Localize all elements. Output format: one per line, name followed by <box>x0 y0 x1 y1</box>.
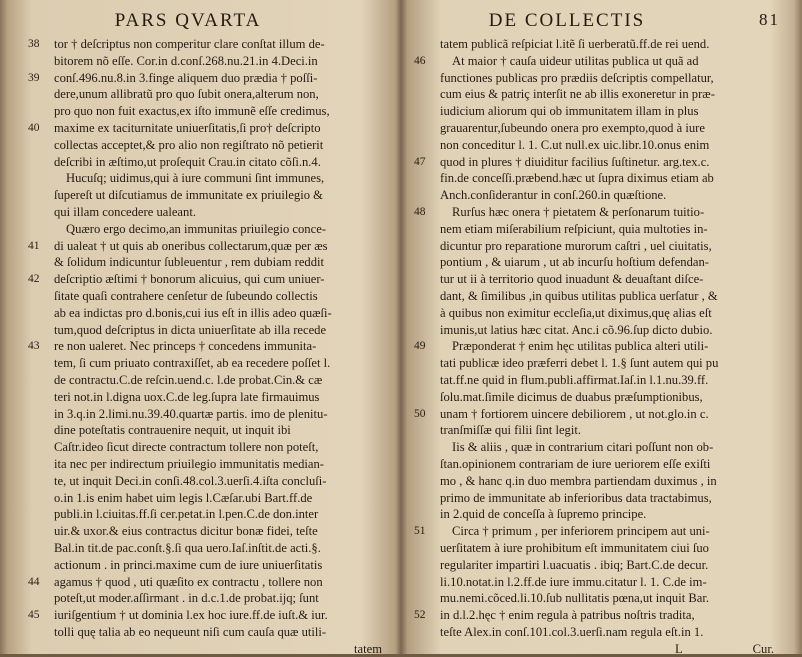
line-text: à quibus non eximitur eccleſia,ut diximus,quę alias eſt <box>440 305 712 320</box>
line-text: iuriſgentium † ut dominia l.ex hoc iure.ff.de iuſt.& iur. <box>54 608 328 623</box>
text-line <box>414 170 780 187</box>
margin-note-number <box>414 422 440 439</box>
text-line <box>28 238 388 255</box>
text-line <box>414 422 780 439</box>
text-line <box>28 456 388 473</box>
catchword: tatem <box>354 641 382 656</box>
margin-note-number <box>28 137 54 154</box>
line-text: tatem publicã reſpiciat l.itẽ ſi uerberatũ.ff.de rei uend. <box>440 37 710 51</box>
margin-note-number: 42 <box>28 273 40 286</box>
text-line <box>414 372 780 389</box>
margin-note-number <box>28 540 54 557</box>
text-line <box>28 506 388 523</box>
line-text: regulariter impartiri l.uacuatis . ibiq; Bart.C.de decur. <box>440 557 709 572</box>
text-line <box>28 154 388 171</box>
text-line <box>414 439 780 456</box>
margin-note-number <box>414 137 440 154</box>
text-line <box>28 422 388 439</box>
text-line <box>414 557 780 574</box>
margin-note-number <box>28 372 54 389</box>
line-text: & ſolidum indicuntur ſubleuentur , rem dubiam reddit <box>54 255 325 270</box>
margin-note-number <box>28 305 54 322</box>
text-line <box>414 506 780 523</box>
left-text-block <box>28 36 388 657</box>
text-line <box>28 574 388 591</box>
page-number: 81 <box>759 10 780 29</box>
line-text: ſtan.opinionem contrariam de iure ueriorem eſſe exiſti <box>440 456 711 471</box>
margin-note-number: 50 <box>414 407 426 420</box>
text-line <box>414 490 780 507</box>
margin-note-number <box>414 86 440 103</box>
text-line <box>28 86 388 103</box>
line-text: agamus † quod , uti quæſito ex contractu , tollere non <box>54 574 323 589</box>
margin-note-number <box>414 120 440 137</box>
text-line <box>414 473 780 490</box>
text-line <box>28 557 388 574</box>
margin-note-number <box>28 557 54 574</box>
margin-note-number: 44 <box>28 575 40 588</box>
text-line <box>414 406 780 423</box>
line-text: dicuntur pro reparatione murorum caſtri , uel ciuitatis, <box>440 238 712 253</box>
margin-note-number <box>28 221 54 238</box>
margin-note-number <box>414 355 440 372</box>
line-text: in 2.quid de conceſſa à ſupremo principe. <box>440 507 647 522</box>
text-line <box>28 523 388 540</box>
line-text: ſitate quaſi contrahere cenſetur de ſubeundo collectis <box>54 288 318 303</box>
text-line <box>414 70 780 87</box>
text-line <box>414 221 780 238</box>
text-line <box>414 238 780 255</box>
margin-note-number <box>414 473 440 490</box>
line-text: re non ualeret. Nec princeps † concedens immunita- <box>54 339 317 354</box>
text-line <box>414 322 780 339</box>
line-text: de contractu.C.de reſcin.uend.c. l.de probat.Cin.& cæ <box>54 372 323 387</box>
line-text: Iis & aliis , quæ in contrarium citari poſſunt non ob- <box>452 440 714 455</box>
line-text: cum eius & patriç interſit ne ab illis exoneretur in præ- <box>440 87 715 102</box>
text-line <box>28 137 388 154</box>
margin-note-number <box>28 288 54 305</box>
text-line <box>414 607 780 624</box>
line-text: dant, & ſimilibus ,in quibus utilitas publica uerſatur , & <box>440 288 718 303</box>
running-head-title: DE COLLECTIS <box>488 10 646 31</box>
line-text: non conceditur l. 1. C.ut null.ex uic.libr.10.onus enim <box>440 137 710 152</box>
margin-note-number <box>28 506 54 523</box>
line-text: dere,unum allibratũ pro quo ſubit onera,alterum non, <box>54 87 319 102</box>
margin-note-number <box>28 86 54 103</box>
line-text: in d.l.2.hęc † enim regula à patribus noſtris tradita, <box>440 608 695 623</box>
line-text: unam † fortiorem uincere debiliorem , ut not.glo.in c. <box>440 406 709 421</box>
margin-note-number <box>28 389 54 406</box>
line-text: actionum . in princi.maxime cum de iure uniuerſitatis <box>54 557 323 572</box>
text-line <box>28 473 388 490</box>
margin-spacer <box>414 641 440 657</box>
text-line <box>414 103 780 120</box>
text-line <box>28 288 388 305</box>
margin-note-number <box>414 271 440 288</box>
line-text: Hucuſq; uidimus,qui à iure communi ſint immunes, <box>66 171 325 186</box>
text-line <box>414 540 780 557</box>
line-text: ita nec per indirectum priuilegio immunitatis median- <box>54 456 324 471</box>
line-text: grauarentur,ſubeundo onera pro exempto,quod à iure <box>440 120 705 135</box>
line-text: poteſt,ut moder.aſſirmant . in d.c.1.de probat.ijq; ſunt <box>54 591 319 606</box>
margin-note-number <box>28 590 54 607</box>
margin-note-number <box>28 254 54 271</box>
margin-note-number: 51 <box>414 525 426 538</box>
text-line <box>28 322 388 339</box>
margin-note-number <box>414 590 440 607</box>
margin-note-number <box>414 305 440 322</box>
margin-spacer <box>28 641 54 657</box>
text-line <box>28 590 388 607</box>
margin-note-number <box>28 624 54 641</box>
footer-text <box>440 641 780 657</box>
margin-note-number <box>414 254 440 271</box>
line-text: teri not.in l.digna uox.C.de leg.ſupra late firmauimus <box>54 389 320 404</box>
line-text: tati publicæ ideo præferri debet l. 1.§ ſunt autem qui pu <box>440 356 719 371</box>
right-page <box>414 0 780 654</box>
margin-note-number: 40 <box>28 121 40 134</box>
line-text: deſcriptio æſtimi † bonorum alicuius, qui cum uniuer- <box>54 272 325 287</box>
line-text: publi.in l.ciuitas.ff.ſi cer.petat.in l.pen.C.de don.inter <box>54 507 319 522</box>
margin-note-number <box>414 490 440 507</box>
margin-note-number: 49 <box>414 340 426 353</box>
text-line <box>28 254 388 271</box>
text-line <box>28 624 388 641</box>
margin-note-number <box>414 221 440 238</box>
line-text: mu.nemi.cõced.li.10.ſub nullitatis pœna,ut inquit Bar. <box>440 591 709 606</box>
margin-note-number <box>28 53 54 70</box>
line-text: functiones publicas pro prædiis deſcriptis compellatur, <box>440 70 714 85</box>
line-text: tum,quod deſcriptus in dicta uniuerſitate ab illa recede <box>54 322 327 337</box>
line-text: Bal.in tit.de pac.conſt.§.ſi qua uero.Iaſ.inſtit.de acti.§. <box>54 540 321 555</box>
text-line <box>28 338 388 355</box>
text-line <box>414 590 780 607</box>
line-text: qui illam concedere ualeant. <box>54 204 196 219</box>
line-text: te, ut inquit Deci.in conſi.48.col.3.uerſi.4.iſta concluſi- <box>54 473 327 488</box>
margin-note-number <box>414 238 440 255</box>
margin-note-number: 48 <box>414 205 426 218</box>
line-text: imunis,ut latius hæc citat. Anc.i cõ.96.ſup dicto dubio. <box>440 322 713 337</box>
text-line <box>28 372 388 389</box>
text-line <box>28 53 388 70</box>
line-text: ab ea indictas pro d.bonis,cui ius eſt in illis adeo quæſi- <box>54 305 332 320</box>
text-line <box>28 271 388 288</box>
line-text: primo de immunitate ab inferioribus data tractabimus, <box>440 490 712 505</box>
running-head-right <box>414 10 780 32</box>
line-text: Circa † primum , per inferiorem principem aut uni- <box>452 524 710 539</box>
margin-note-number <box>28 490 54 507</box>
margin-note-number: 43 <box>28 340 40 353</box>
left-page <box>28 0 388 654</box>
signature-mark: L <box>674 641 683 656</box>
line-text: At maior † cauſa uideur utilitas publica ut quã ad <box>452 53 699 68</box>
line-text: ſupereſt ut diſcutiamus de immunitate ex priuilegio & <box>54 188 323 203</box>
margin-note-number <box>414 372 440 389</box>
margin-note-number <box>414 103 440 120</box>
text-line <box>28 540 388 557</box>
text-line <box>414 36 780 53</box>
text-line <box>28 221 388 238</box>
text-line <box>414 338 780 355</box>
line-text: di ualeat † ut quis ab oneribus collectarum,quæ per æs <box>54 238 328 253</box>
line-text: Quæro ergo decimo,an immunitas priuilegio conce- <box>66 221 326 236</box>
text-line <box>28 103 388 120</box>
margin-note-number <box>414 322 440 339</box>
line-text: in 3.q.in 2.limi.nu.39.40.quartæ partis. imo de plenitu- <box>54 406 328 421</box>
margin-note-number: 39 <box>28 71 40 84</box>
margin-note-number <box>28 422 54 439</box>
line-text: Anch.conſiderantur in conſ.260.in quæſtione. <box>440 188 667 203</box>
line-text: nem etiam miſerabilium reſpiciunt, quia multoties in- <box>440 221 708 236</box>
text-line <box>414 254 780 271</box>
margin-note-number <box>28 204 54 221</box>
line-text: pontium , & uiarum , ut ab incurſu hoſtium defendan- <box>440 255 709 270</box>
margin-note-number <box>414 70 440 87</box>
line-text: Caſtr.ideo ſicut directe contractum tollere non poteſt, <box>54 440 319 455</box>
margin-note-number <box>414 624 440 641</box>
line-text: bitorem nõ eſſe. Cor.in d.conſ.268.nu.21.in 4.Deci.in <box>54 53 318 68</box>
text-line <box>414 574 780 591</box>
text-line <box>414 137 780 154</box>
line-text: uerſitatem à iure prohibitum eſt immunitatem ciui ſuo <box>440 540 709 555</box>
margin-note-number <box>28 187 54 204</box>
margin-note-number <box>28 523 54 540</box>
line-text: Rurſus hæc onera † pietatem & perſonarum tuitio- <box>452 204 705 219</box>
margin-note-number <box>414 439 440 456</box>
text-line <box>414 120 780 137</box>
line-text: collectas acceptet,& pro alio non regiſtrato nõ petierit <box>54 137 324 152</box>
margin-note-number: 47 <box>414 155 426 168</box>
line-text: tranſmiſſæ qui filii ſint legit. <box>440 423 581 438</box>
text-line <box>414 389 780 406</box>
margin-note-number <box>414 574 440 591</box>
margin-note-number <box>414 288 440 305</box>
text-line <box>414 624 780 641</box>
margin-note-number <box>28 154 54 171</box>
line-text: teſte Alex.in conſ.101.col.3.uerſi.nam regula eſt.in 1. <box>440 624 704 639</box>
margin-note-number <box>414 506 440 523</box>
text-line <box>414 53 780 70</box>
line-text: maxime ex taciturnitate uniuerſitatis,ſi pro† deſcripto <box>54 120 321 135</box>
text-line <box>414 523 780 540</box>
text-line <box>28 406 388 423</box>
line-text: iudicium aliorum qui ob immunitatem illam in plus <box>440 104 699 119</box>
running-head-left <box>28 10 388 32</box>
margin-note-number <box>414 456 440 473</box>
running-head-title: PARS QVARTA <box>114 10 262 31</box>
text-line <box>28 70 388 87</box>
text-line <box>414 355 780 372</box>
text-line <box>28 36 388 53</box>
margin-note-number <box>414 540 440 557</box>
right-text-block <box>414 36 780 657</box>
line-text: Præponderat † enim hęc utilitas publica alteri utili- <box>452 339 709 354</box>
text-line <box>414 288 780 305</box>
line-text: tur ut ii à territorio quod inuadunt & deuaſtant diſce- <box>440 272 704 287</box>
line-text: fin.de conceſſi.præbend.hæc ut ſupra diximus etiam ab <box>440 171 714 186</box>
text-line <box>28 120 388 137</box>
line-text: uir.& uxor.& eius contractus dicitur bonæ fidei, teſte <box>54 524 318 539</box>
margin-note-number: 41 <box>28 239 40 252</box>
text-line <box>414 456 780 473</box>
page-footer <box>28 641 388 657</box>
text-line <box>28 355 388 372</box>
text-line <box>414 154 780 171</box>
margin-note-number: 46 <box>414 54 426 67</box>
line-text: tor † deſcriptus non comperitur clare conſtat illum de- <box>54 37 325 51</box>
line-text: ſolu.mat.ſimile dicimus de duabus præſumptionibus, <box>440 389 703 404</box>
line-text: pro quo non fuit exactus,ex iſto immunẽ eſſe credimus, <box>54 104 330 119</box>
margin-note-number <box>28 170 54 187</box>
margin-note-number <box>28 103 54 120</box>
line-text: dine poteſtatis contrauenire nequit, ut inquit ibi <box>54 423 291 438</box>
margin-note-number: 45 <box>28 609 40 622</box>
text-line <box>28 490 388 507</box>
margin-note-number: 52 <box>414 609 426 622</box>
margin-note-number <box>414 187 440 204</box>
margin-note-number <box>414 557 440 574</box>
margin-note-number <box>28 406 54 423</box>
margin-note-number <box>28 322 54 339</box>
margin-note-number <box>28 355 54 372</box>
footer-text <box>54 641 388 657</box>
line-text: o.in 1.is enim habet uim legis l.Cæſar.ubi Bart.ff.de <box>54 490 313 505</box>
text-line <box>28 439 388 456</box>
text-line <box>28 607 388 624</box>
line-text: mo , & hanc q.in duo membra partiendam duximus , in <box>440 473 717 488</box>
line-text: conſ.496.nu.8.in 3.finge aliquem duo prædia † poſſi- <box>54 70 318 85</box>
text-line <box>28 170 388 187</box>
catchword: Cur. <box>752 641 774 656</box>
text-line <box>28 305 388 322</box>
margin-note-number <box>28 456 54 473</box>
margin-note-number <box>28 439 54 456</box>
text-line <box>414 271 780 288</box>
line-text: tem, ſi cum priuato contraxiſſet, ab ea recedere poſſet l. <box>54 356 331 371</box>
margin-note-number <box>414 170 440 187</box>
margin-note-number <box>28 473 54 490</box>
text-line <box>414 204 780 221</box>
line-text: tat.ff.ne quid in flum.publi.affirmat.Iaſ.in l.1.nu.39.ff. <box>440 372 709 387</box>
text-line <box>28 204 388 221</box>
text-line <box>414 86 780 103</box>
text-line <box>414 305 780 322</box>
margin-note-number: 38 <box>28 38 40 50</box>
margin-note-number <box>414 36 440 53</box>
text-line <box>28 187 388 204</box>
text-line <box>28 389 388 406</box>
line-text: tolli quę talia ab eo nequeunt niſi cum cauſa quæ utili- <box>54 624 327 639</box>
line-text: quod in plures † diuiditur facilius ſuſtinetur. arg.tex.c. <box>440 154 710 169</box>
line-text: deſcribi in æſtimo,ut proſequit Crau.in citato cõſi.n.4. <box>54 154 321 169</box>
page-footer <box>414 641 780 657</box>
text-line <box>414 187 780 204</box>
margin-note-number <box>414 389 440 406</box>
line-text: li.10.notat.in l.2.ff.de iure immu.citatur l. 1. C.de im- <box>440 574 707 589</box>
